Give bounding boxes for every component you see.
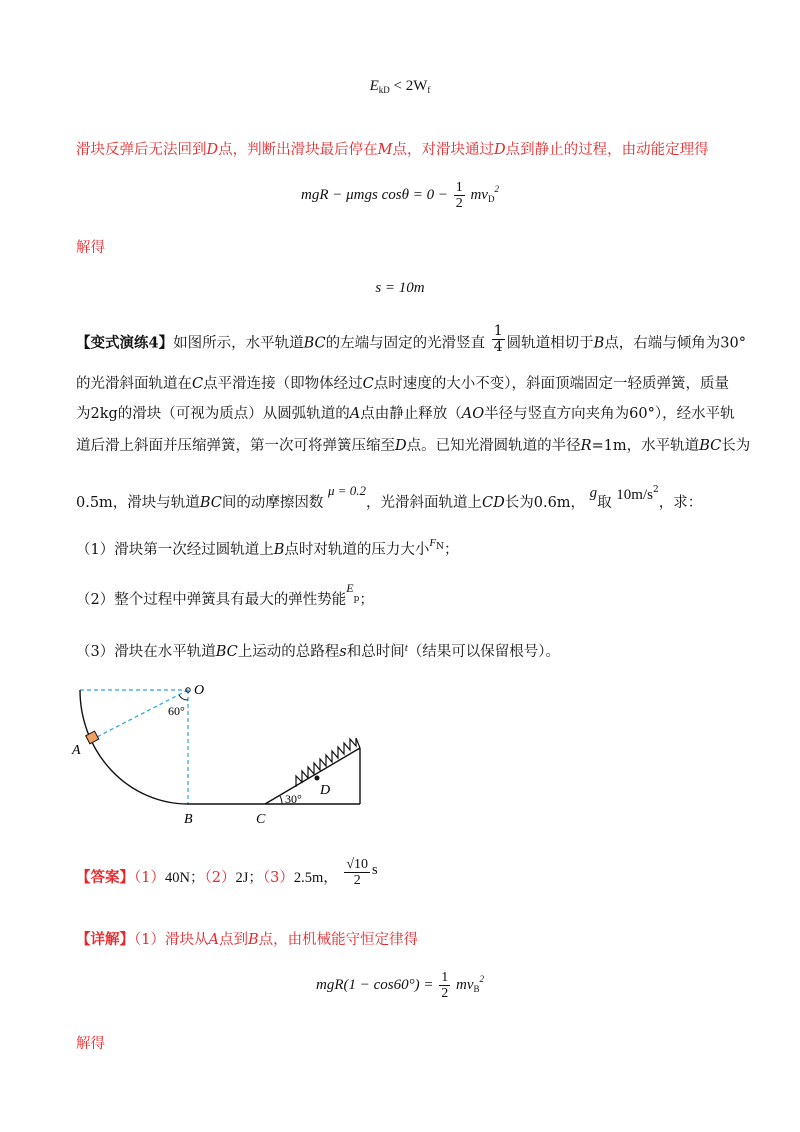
question-1: （1）滑块第一次经过圆轨道上B点时对轨道的压力大小$^{FN}$； — [76, 537, 459, 558]
physics-diagram — [60, 680, 380, 830]
equation-kinetic-energy: $E_{kD} < 2W_f$ — [369, 78, 431, 95]
label-angle-60: 60° — [168, 704, 185, 718]
answer-tag: 【答案】 — [76, 869, 134, 886]
angle-arc-30 — [280, 796, 282, 804]
answer-line: 【答案】（1）40N；（2）2J；（3）2.5m， $\frac{√10}{2}$ s — [76, 856, 378, 888]
label-b: B — [184, 812, 193, 827]
label-a: A — [72, 743, 81, 758]
problem-line-3: 为2kg的滑块（可视为质点）从圆弧轨道的A点由静止释放（AO半径与竖直方向夹角为60°），经水平轨 — [76, 406, 735, 422]
equation-energy-conservation: mgR(1 − cos60°) = $\frac{1}{2}$ $mv_B^2$ — [316, 970, 484, 1001]
solution-label-2: 解得 — [76, 1036, 105, 1052]
incline-surface — [265, 748, 360, 804]
solution-label: 解得 — [76, 240, 105, 256]
detail-line: 【详解】（1）滑块从A点到B点，由机械能守恒定律得 — [76, 931, 419, 948]
problem-line-4: 道后滑上斜面并压缩弹簧，第一次可将弹簧压缩至D点。已知光滑圆轨道的半径R=1m，水平轨道BC长为 — [76, 438, 751, 454]
problem-tag: 【变式演练4】 — [76, 334, 174, 352]
equation-distance: s = 10m — [375, 280, 425, 296]
label-o: O — [194, 683, 205, 698]
detail-tag: 【详解】 — [76, 931, 134, 948]
problem-line-5: 0.5m，滑块与轨道BC间的动摩擦因数 μ = 0.2，光滑斜面轨道上CD长为0.6m， g取 $10m/s^2$，求： — [76, 483, 703, 511]
point-d-dot — [315, 776, 320, 781]
angle-arc-60 — [179, 695, 188, 700]
equation-energy-theorem: mgR − μmgs cosθ = 0 − $\frac{1}{2}$ $mv_D^2$ — [301, 180, 499, 211]
label-angle-30: 30° — [285, 792, 302, 806]
label-c: C — [256, 812, 266, 827]
question-2: （2）整个过程中弹簧具有最大的弹性势能$^{Ep}$； — [76, 581, 374, 608]
reasoning-paragraph: 滑块反弹后无法回到D点，判断出滑块最后停在M点，对滑块通过D点到静止的过程，由动能定理得 — [76, 142, 709, 158]
problem-line-1: 【变式演练4】如图所示，水平轨道BC的左端与固定的光滑竖直 $\frac{1}{4}$ 圆轨道相切于B点，右端与倾角为30° — [76, 323, 747, 355]
label-d: D — [320, 783, 331, 798]
question-3: （3）滑块在水平轨道BC上运动的总路程s和总时间$^t$（结果可以保留根号）。 — [76, 642, 561, 660]
problem-line-2: 的光滑斜面轨道在C点平滑连接（即物体经过C点时速度的大小不变），斜面顶端固定一轻质弹簧，质量 — [76, 376, 729, 392]
